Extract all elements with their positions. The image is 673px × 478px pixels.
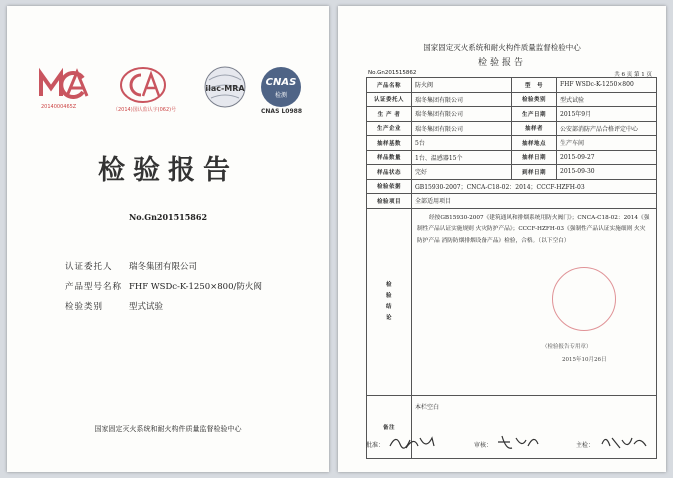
row-label: 抽样基数 <box>367 136 412 151</box>
conclusion-date: 2015年10月26日 <box>562 356 607 363</box>
report-number: No.Gn201515862 <box>368 70 417 76</box>
ilac-mra-logo <box>201 66 249 112</box>
approve-signature <box>388 432 438 452</box>
ilac-text: ilac-MRA <box>205 84 245 93</box>
row-label: 抽样者 <box>512 121 557 136</box>
table-row <box>367 165 657 180</box>
main-inspector-label: 主检： <box>576 442 595 449</box>
field-label: 检验类别 <box>65 302 104 312</box>
items-value: 全部适用项目 <box>412 194 657 209</box>
row-label: 样品数量 <box>367 150 412 165</box>
table-row <box>367 107 657 122</box>
table-row <box>367 92 657 107</box>
row-label: 抽样地点 <box>512 136 557 151</box>
cover-page <box>7 6 329 472</box>
report-org: 国家固定灭火系统和耐火构件质量监督检验中心 <box>423 43 581 52</box>
conclusion-seal-text: （检验报告专用章） <box>542 343 592 350</box>
cover-field-client <box>65 260 262 280</box>
row-value: 瑞冬集团有限公司 <box>412 107 512 122</box>
review-signature <box>496 432 542 452</box>
basis-value: GB15930-2007；CNCA-C18-02：2014；CCCF-HZFH-03 <box>412 179 657 194</box>
table-row-conclusion <box>367 208 657 395</box>
row-label: 样品状态 <box>367 165 412 180</box>
report-title: 检验报告 <box>477 58 526 68</box>
remark-label: 备注 <box>367 395 412 458</box>
table-row <box>367 121 657 136</box>
table-row-basis <box>367 179 657 194</box>
row-value: 1台、温感器15个 <box>412 150 512 165</box>
inspection-seal <box>552 267 616 331</box>
row-label: 认证委托人 <box>367 92 412 107</box>
report-page <box>338 6 666 472</box>
row-label: 生产日期 <box>512 107 557 122</box>
table-row-items <box>367 194 657 209</box>
cal-caption: （2014)国认监认字(062)号 <box>113 107 177 113</box>
cover-title: 检验报告 <box>98 155 238 186</box>
row-value: 瑞冬集团有限公司 <box>412 121 512 136</box>
row-value: 2015-09-27 <box>557 150 657 165</box>
row-value: 防火阀 <box>412 78 512 93</box>
row-label: 型 号 <box>512 78 557 93</box>
cal-logo <box>113 66 177 113</box>
page-number: 共 6 页 第 1 页 <box>614 72 652 78</box>
cnas-sub: 检测 <box>274 92 288 99</box>
row-value: 瑞冬集团有限公司 <box>412 92 512 107</box>
row-label: 抽样日期 <box>512 150 557 165</box>
approve-label: 批准： <box>366 442 385 449</box>
row-label: 到样日期 <box>512 165 557 180</box>
remark-value: 本栏空白 <box>412 395 657 458</box>
table-row <box>367 78 657 93</box>
cover-report-number: No.Gn201515862 <box>128 212 208 222</box>
cover-footer-org: 国家固定灭火系统和耐火构件质量监督检验中心 <box>94 425 242 433</box>
certification-logos <box>37 66 307 126</box>
basis-label: 检验依据 <box>367 179 412 194</box>
row-value: 型式试验 <box>557 92 657 107</box>
row-value: 2015-09-30 <box>557 165 657 180</box>
cnas-text: CNAS <box>265 77 297 88</box>
field-value: 型式试验 <box>129 302 164 312</box>
row-label: 生 产 者 <box>367 107 412 122</box>
row-value: 公安部消防产品合格评定中心 <box>557 121 657 136</box>
row-label: 产品名称 <box>367 78 412 93</box>
row-value: 完好 <box>412 165 512 180</box>
row-value: FHF WSDc-K-1250×800 <box>557 78 657 93</box>
conclusion-label: 检验结论 <box>367 208 412 395</box>
review-label: 审核： <box>474 442 493 449</box>
main-inspector-signature <box>600 432 652 452</box>
row-value: 生产车间 <box>557 136 657 151</box>
cnas-caption: CNAS L0988 <box>261 108 303 115</box>
conclusion-text: 经按GB15930-2007《建筑通风和排烟系统用防火阀门》；CNCA-C18-02：2014《强制性产品认证实施规则 火灾防护产品》；CCCF-HZFH-03《强制性产品认证实施细则 火灾防护产品 消防防烟排烟设备产品》检验，合格。（以下空白） <box>417 214 650 244</box>
cover-field-category <box>65 300 262 320</box>
cma-logo <box>37 66 93 110</box>
conclusion-cell <box>412 208 657 395</box>
cma-caption: 2014000465Z <box>41 104 77 110</box>
cover-field-model <box>65 280 262 300</box>
field-value: FHF WSDc-K-1250×800/防火阀 <box>129 282 262 292</box>
report-table <box>366 77 657 459</box>
field-value: 瑞冬集团有限公司 <box>129 262 198 272</box>
row-value: 5台 <box>412 136 512 151</box>
cover-fields <box>65 260 262 320</box>
row-label: 生产企业 <box>367 121 412 136</box>
cnas-logo <box>255 66 307 115</box>
table-row <box>367 136 657 151</box>
row-value: 2015年9月 <box>557 107 657 122</box>
items-label: 检验项目 <box>367 194 412 209</box>
field-label: 产品型号名称 <box>65 282 123 292</box>
field-label: 认证委托人 <box>65 262 113 272</box>
row-label: 检验类别 <box>512 92 557 107</box>
table-row <box>367 150 657 165</box>
